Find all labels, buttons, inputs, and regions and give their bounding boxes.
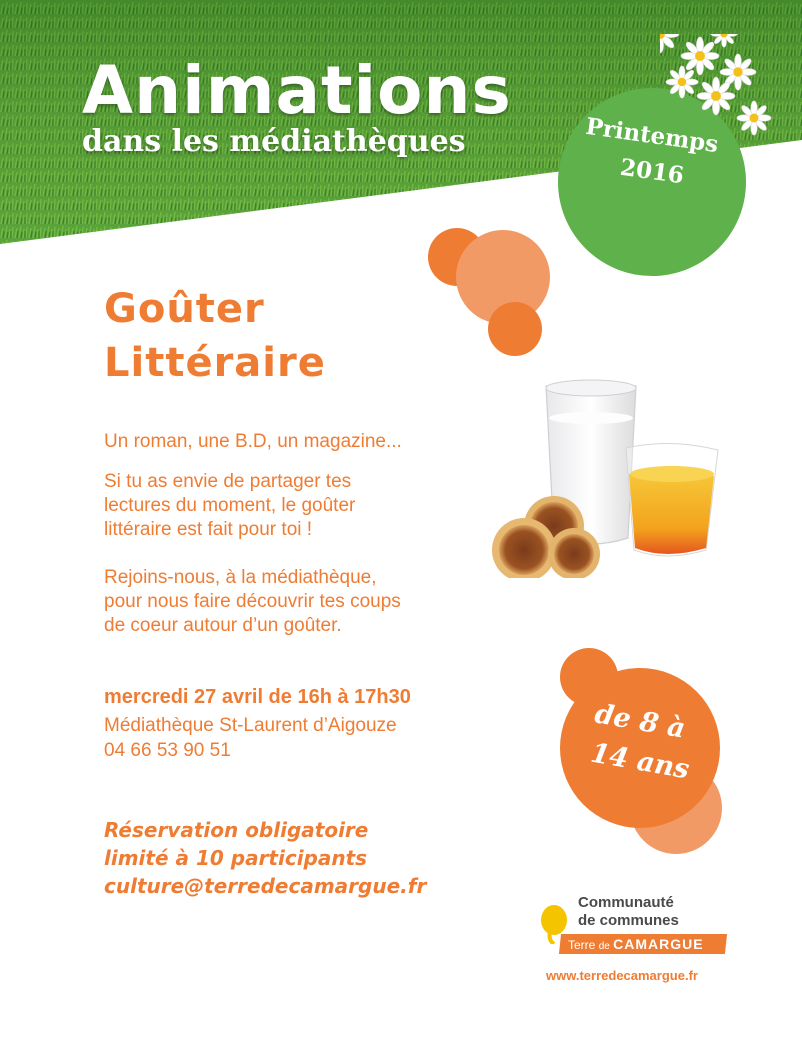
daisy-flowers-icon (660, 34, 780, 142)
age-line2: 14 ans (588, 737, 692, 786)
text-line: de coeur autour d’un goûter. (104, 615, 342, 636)
season-year: 2016 (618, 153, 686, 190)
season-label: Printemps (584, 112, 720, 159)
invite-paragraph (104, 470, 524, 542)
text-line: lectures du moment, le goûter (104, 495, 356, 516)
event-phone: 04 66 53 90 51 (104, 740, 231, 761)
age-line1: de 8 à (592, 698, 688, 745)
intro-paragraph (104, 430, 524, 454)
juice-glass-icon (626, 443, 718, 556)
snack-illustration (486, 378, 726, 578)
reservation-limit: limité à 10 participants (104, 846, 368, 870)
logo-terre-de-camargue (568, 936, 704, 952)
logo-line1: Communauté (578, 894, 674, 911)
event-date: mercredi 27 avril de 16h à 17h30 (104, 686, 411, 708)
organisation-logo (538, 890, 738, 990)
text-line: pour nous faire découvrir tes coups (104, 591, 401, 612)
event-place: Médiathèque St-Laurent d’Aigouze (104, 715, 397, 736)
reservation-required: Réservation obligatoire (104, 818, 369, 842)
text-line: Un roman, une B.D, un magazine... (104, 431, 402, 452)
age-badge (560, 668, 720, 828)
page-subtitle: dans les médiathèques (82, 124, 466, 159)
text-line: littéraire est fait pour toi ! (104, 519, 313, 540)
decor-circle (488, 302, 542, 356)
text-line: Si tu as envie de partager tes (104, 471, 352, 492)
event-title-line1: Goûter (104, 286, 265, 332)
event-title-line2: Littéraire (104, 340, 326, 386)
logo-line2: de communes (578, 912, 679, 929)
join-paragraph (104, 566, 524, 638)
logo-camargue: CAMARGUE (613, 936, 704, 952)
reservation-email[interactable]: culture@terredecamargue.fr (104, 874, 427, 898)
text-line: Rejoins-nous, à la médiathèque, (104, 567, 377, 588)
page-title: Animations (82, 52, 512, 129)
logo-terre: Terre (568, 938, 596, 952)
logo-de: de (598, 941, 610, 952)
website-link[interactable]: www.terredecamargue.fr (546, 968, 698, 983)
